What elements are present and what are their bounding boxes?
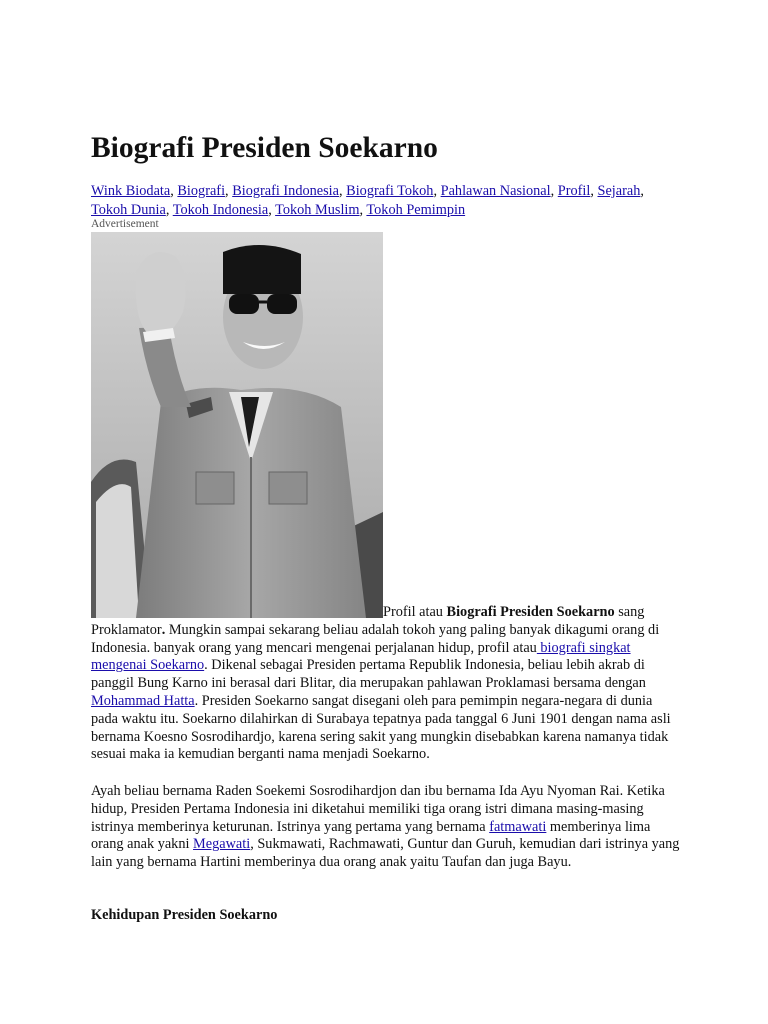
tag-list: Wink Biodata, Biografi, Biografi Indonesia, Biografi Tokoh, Pahlawan Nasional, Profil, Sejarah, Tokoh Dunia, Tokoh Indonesia, Tokoh Muslim, Tokoh Pemimpin — [91, 183, 644, 218]
tag-link[interactable]: Tokoh Indonesia — [172, 202, 269, 218]
tag-link[interactable]: Biografi Indonesia — [232, 183, 340, 199]
link-mohammad-hatta[interactable]: Mohammad Hatta — [91, 692, 195, 709]
tag-link[interactable]: Biografi Tokoh — [346, 183, 434, 199]
tag-link[interactable]: Tokoh Pemimpin — [366, 202, 466, 218]
link-megawati[interactable]: Megawati — [193, 836, 251, 853]
tag-link[interactable]: Wink Biodata — [91, 183, 171, 199]
link-fatmawati[interactable]: fatmawati — [489, 818, 547, 835]
tag-link[interactable]: Pahlawan Nasional — [440, 183, 551, 199]
tag-link[interactable]: Sejarah — [597, 183, 641, 199]
paragraph-text: sang Proklamator — [91, 604, 645, 638]
paragraph-text: Ayah beliau bernama Raden Soekemi Sosrodihardjon dan ibu bernama Ida Ayu Nyoman Rai. Ketika hidup, Presiden Pertama Indonesia ini diketahui memiliki tiga orang istri dimana masing-masing istrinya memberinya keturunan. Istrinya yang pertama yang bernama — [91, 783, 665, 835]
paragraph-text: Profil atau — [383, 604, 447, 620]
paragraph-text: Mungkin sampai sekarang beliau adalah tokoh yang paling banyak dikagumi orang di Indonesia. banyak orang yang mencari mengenai perjalanan hidup, profil atau — [91, 621, 660, 656]
advertisement-label: Advertisement — [91, 218, 159, 230]
paragraph-text: . Dikenal sebagai Presiden pertama Republik Indonesia, beliau lebih akrab di panggil Bung Karno ini berasal dari Blitar, dia merupakan pahlawan Proklamasi bersama dengan — [91, 657, 646, 692]
section-heading: Kehidupan Presiden Soekarno — [91, 907, 278, 923]
page-title: Biografi Presiden Soekarno — [91, 132, 438, 164]
paragraph-text: memberinya lima orang anak yakni — [91, 818, 651, 853]
paragraph-text: , Sukmawati, Rachmawati, Guntur dan Guruh, kemudian dari istrinya yang lain yang bernama Hartini memberinya dua orang anak yaitu Taufan dan juga Bayu. — [91, 836, 680, 871]
bold-text: . — [161, 621, 166, 638]
family-paragraph — [91, 783, 681, 872]
tag-link[interactable]: Profil — [557, 183, 591, 199]
tag-link[interactable]: Biografi — [177, 183, 226, 199]
bold-text: Biografi Presiden Soekarno — [446, 604, 615, 620]
intro-paragraph — [91, 604, 681, 764]
link-biografi-singkat[interactable]: biografi singkat mengenai Soekarno — [91, 639, 631, 674]
tag-link[interactable]: Tokoh Dunia — [91, 202, 166, 218]
soekarno-photo — [91, 232, 383, 618]
tag-link[interactable]: Tokoh Muslim — [275, 202, 360, 218]
paragraph-text: . Presiden Soekarno sangat disegani oleh para pemimpin negara-negara di dunia pada waktu itu. Soekarno dilahirkan di Surabaya tepatnya pada tanggal 6 Juni 1901 dengan nama asli bernama Koesno Sosrodihardjo, karena sering sakit yang mungkin disebabkan karena namanya tidak sesuai maka ia kemudian berganti nama menjadi Soekarno. — [91, 692, 671, 763]
